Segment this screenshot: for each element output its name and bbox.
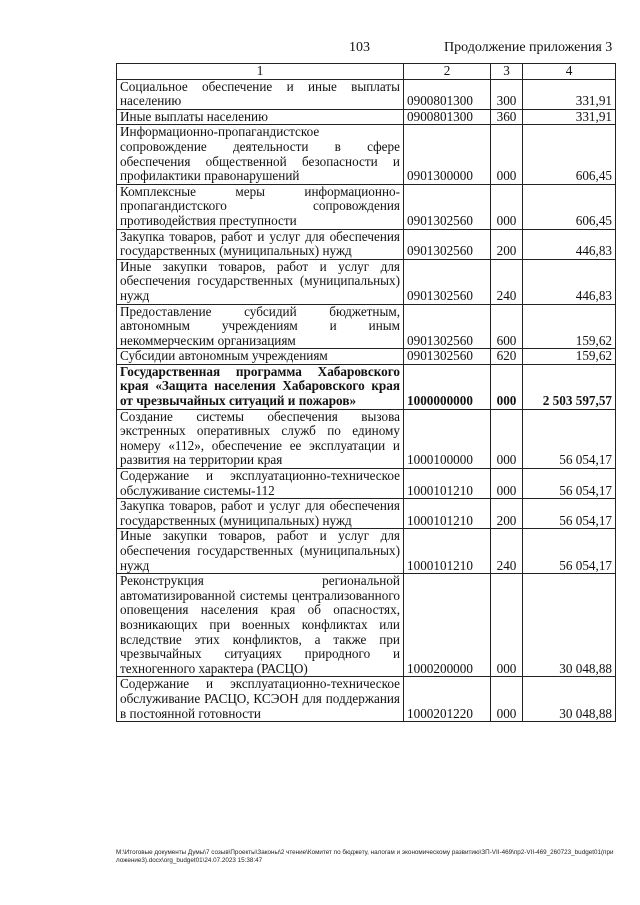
table-row xyxy=(117,677,616,722)
table-row xyxy=(117,109,616,125)
row-name-cell: Содержание и эксплуатационно-техническое обслуживание системы-112 xyxy=(117,469,404,499)
row-amount-cell: 606,45 xyxy=(523,184,616,229)
row-code-cell: 0901302560 xyxy=(404,259,491,304)
table-row xyxy=(117,125,616,184)
row-code-cell: 1000101210 xyxy=(404,469,491,499)
row-code-cell: 0901302560 xyxy=(404,184,491,229)
table-row xyxy=(117,184,616,229)
row-type-cell: 300 xyxy=(491,79,523,109)
row-amount-cell: 56 054,17 xyxy=(523,409,616,468)
row-name-cell: Закупка товаров, работ и услуг для обеспечения государственных (муниципальных) нужд xyxy=(117,499,404,529)
column-header-2: 2 xyxy=(404,64,491,80)
row-code-cell: 0900801300 xyxy=(404,79,491,109)
row-code-cell: 1000101210 xyxy=(404,499,491,529)
row-name-cell: Закупка товаров, работ и услуг для обеспечения государственных (муниципальных) нужд xyxy=(117,229,404,259)
table-row xyxy=(117,259,616,304)
row-name-cell: Создание системы обеспечения вызова экстренных оперативных служб по единому номеру «112», обеспечение ее эксплуатации и развития на территории края xyxy=(117,409,404,468)
row-name-cell: Информационно-пропагандистское сопровождение деятельности в сфере обеспечения общественной безопасности и профилактики правонарушений xyxy=(117,125,404,184)
row-amount-cell: 159,62 xyxy=(523,304,616,349)
row-amount-cell: 159,62 xyxy=(523,349,616,365)
row-amount-cell: 56 054,17 xyxy=(523,499,616,529)
row-type-cell: 000 xyxy=(491,364,523,409)
column-header-1: 1 xyxy=(117,64,404,80)
row-amount-cell: 446,83 xyxy=(523,259,616,304)
table-row xyxy=(117,229,616,259)
row-code-cell: 1000201220 xyxy=(404,677,491,722)
page-number: 103 xyxy=(349,40,370,55)
row-code-cell: 0901302560 xyxy=(404,229,491,259)
row-name-cell: Социальное обеспечение и иные выплаты населению xyxy=(117,79,404,109)
table-row xyxy=(117,79,616,109)
row-type-cell: 000 xyxy=(491,125,523,184)
table-row xyxy=(117,409,616,468)
row-code-cell: 0901300000 xyxy=(404,125,491,184)
table-row xyxy=(117,574,616,677)
row-type-cell: 000 xyxy=(491,409,523,468)
row-amount-cell: 30 048,88 xyxy=(523,677,616,722)
row-type-cell: 200 xyxy=(491,499,523,529)
row-code-cell: 1000000000 xyxy=(404,364,491,409)
row-code-cell: 0901302560 xyxy=(404,304,491,349)
row-code-cell: 0901302560 xyxy=(404,349,491,365)
row-amount-cell: 606,45 xyxy=(523,125,616,184)
column-header-3: 3 xyxy=(491,64,523,80)
document-file-path: M:\Итоговые документы Думы\7 созыв\Проекты\Законы\2 чтение\Комитет по бюджету, налогам и экономическому развитию\ЗП-VII-469\пр2-VII-469_260723_budget01(приложение3).docx\org_budget01\24.07.2023 15:38:47 xyxy=(116,849,614,864)
table-header-row xyxy=(117,64,616,80)
row-amount-cell: 331,91 xyxy=(523,79,616,109)
row-name-cell: Субсидии автономным учреждениям xyxy=(117,349,404,365)
row-type-cell: 000 xyxy=(491,574,523,677)
table-row xyxy=(117,499,616,529)
row-name-cell: Государственная программа Хабаровского края «Защита населения Хабаровского края от чрезвычайных ситуаций и пожаров» xyxy=(117,364,404,409)
row-type-cell: 000 xyxy=(491,677,523,722)
row-name-cell: Иные закупки товаров, работ и услуг для обеспечения государственных (муниципальных) нужд xyxy=(117,529,404,574)
row-type-cell: 240 xyxy=(491,529,523,574)
row-type-cell: 000 xyxy=(491,184,523,229)
row-amount-cell: 331,91 xyxy=(523,109,616,125)
row-amount-cell: 56 054,17 xyxy=(523,529,616,574)
row-name-cell: Иные закупки товаров, работ и услуг для обеспечения государственных (муниципальных) нужд xyxy=(117,259,404,304)
table-row xyxy=(117,469,616,499)
row-type-cell: 600 xyxy=(491,304,523,349)
row-name-cell: Реконструкция региональной автоматизированной системы централизованного оповещения населения края об опасностях, возникающих при военных конфликтах или вследствие этих конфликтов, а также при чрезвычайных ситуациях природного и техногенного характера (РАСЦО) xyxy=(117,574,404,677)
column-header-4: 4 xyxy=(523,64,616,80)
table-row xyxy=(117,364,616,409)
row-name-cell: Предоставление субсидий бюджетным, автономным учреждениям и иным некоммерческим организациям xyxy=(117,304,404,349)
row-name-cell: Иные выплаты населению xyxy=(117,109,404,125)
row-type-cell: 360 xyxy=(491,109,523,125)
row-name-cell: Комплексные меры информационно-пропагандистского сопровождения противодействия преступности xyxy=(117,184,404,229)
row-amount-cell: 30 048,88 xyxy=(523,574,616,677)
table-body xyxy=(117,79,616,722)
row-code-cell: 0900801300 xyxy=(404,109,491,125)
row-type-cell: 620 xyxy=(491,349,523,365)
row-type-cell: 200 xyxy=(491,229,523,259)
table-row xyxy=(117,529,616,574)
row-code-cell: 1000101210 xyxy=(404,529,491,574)
row-amount-cell: 446,83 xyxy=(523,229,616,259)
row-code-cell: 1000200000 xyxy=(404,574,491,677)
row-type-cell: 240 xyxy=(491,259,523,304)
table-row xyxy=(117,349,616,365)
row-code-cell: 1000100000 xyxy=(404,409,491,468)
row-name-cell: Содержание и эксплуатационно-техническое обслуживание РАСЦО, КСЭОН для поддержания в постоянной готовности xyxy=(117,677,404,722)
row-type-cell: 000 xyxy=(491,469,523,499)
appendix-continuation-label: Продолжение приложения 3 xyxy=(444,40,613,55)
budget-table xyxy=(116,63,616,722)
row-amount-cell: 2 503 597,57 xyxy=(523,364,616,409)
row-amount-cell: 56 054,17 xyxy=(523,469,616,499)
table-row xyxy=(117,304,616,349)
